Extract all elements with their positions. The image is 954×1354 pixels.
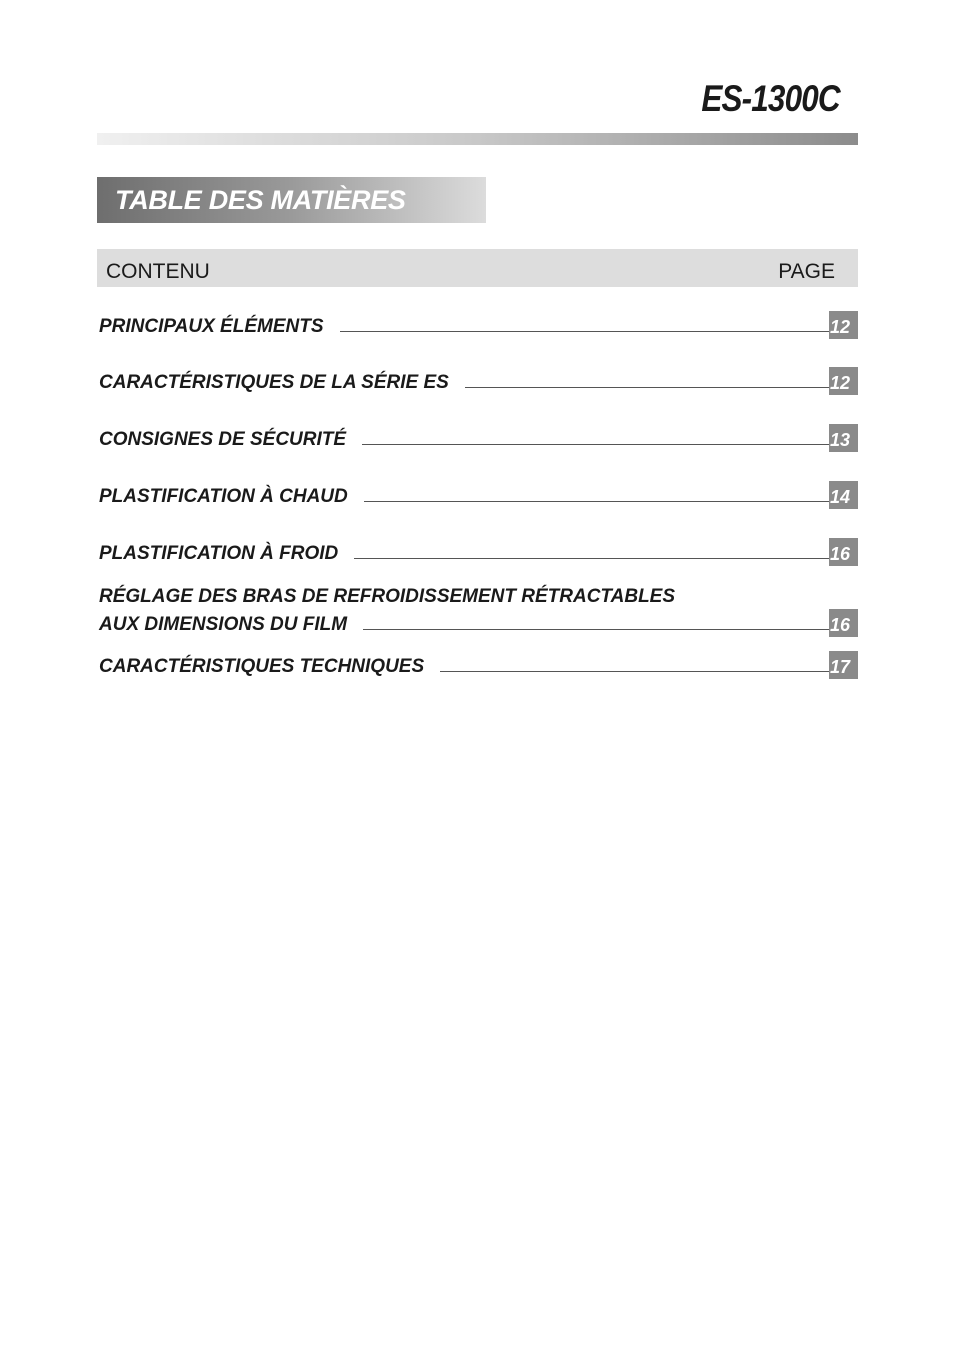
toc-entry-title-line1: RÉGLAGE DES BRAS DE REFROIDISSEMENT RÉTRACTABLES	[99, 586, 676, 607]
toc-leader-line	[465, 387, 829, 388]
toc-entry[interactable]	[99, 538, 858, 566]
top-gradient-rule	[97, 133, 858, 145]
toc-entry[interactable]	[99, 424, 858, 452]
toc-leader-line	[363, 629, 829, 630]
toc-page-number: 12	[829, 367, 858, 395]
header-page-label: PAGE	[778, 260, 835, 283]
toc-page-number: 13	[829, 424, 858, 452]
toc-entry[interactable]	[99, 584, 858, 637]
toc-title-banner	[97, 177, 486, 223]
toc-entry[interactable]	[99, 481, 858, 509]
toc-page-number: 14	[829, 481, 858, 509]
toc-leader-line	[354, 558, 829, 559]
toc-leader-line	[440, 671, 829, 672]
toc-leader-line	[340, 331, 829, 332]
toc-leader-line	[362, 444, 829, 445]
toc-header-bar	[97, 249, 858, 287]
toc-entry-title-line2: AUX DIMENSIONS DU FILM	[99, 614, 348, 635]
toc-entry-title: PLASTIFICATION À FROID	[99, 543, 339, 564]
toc-entry[interactable]	[99, 311, 858, 339]
toc-page-number: 16	[829, 538, 858, 566]
toc-leader-line	[364, 501, 829, 502]
toc-entry-title: CONSIGNES DE SÉCURITÉ	[99, 429, 347, 450]
toc-page-number: 12	[829, 311, 858, 339]
header-contents-label: CONTENU	[106, 260, 210, 283]
toc-title: TABLE DES MATIÈRES	[115, 185, 406, 215]
toc-entry-title: PLASTIFICATION À CHAUD	[99, 486, 348, 507]
model-name: ES-1300C	[701, 78, 840, 119]
toc-entry-title: PRINCIPAUX ÉLÉMENTS	[99, 316, 324, 337]
toc-page-number: 16	[829, 609, 858, 637]
toc-entry[interactable]	[99, 367, 858, 395]
toc-entry-title: CARACTÉRISTIQUES DE LA SÉRIE ES	[99, 372, 449, 393]
toc-entry-title: CARACTÉRISTIQUES TECHNIQUES	[99, 656, 425, 677]
toc-entry[interactable]	[99, 651, 858, 679]
toc-page-number: 17	[829, 651, 858, 679]
